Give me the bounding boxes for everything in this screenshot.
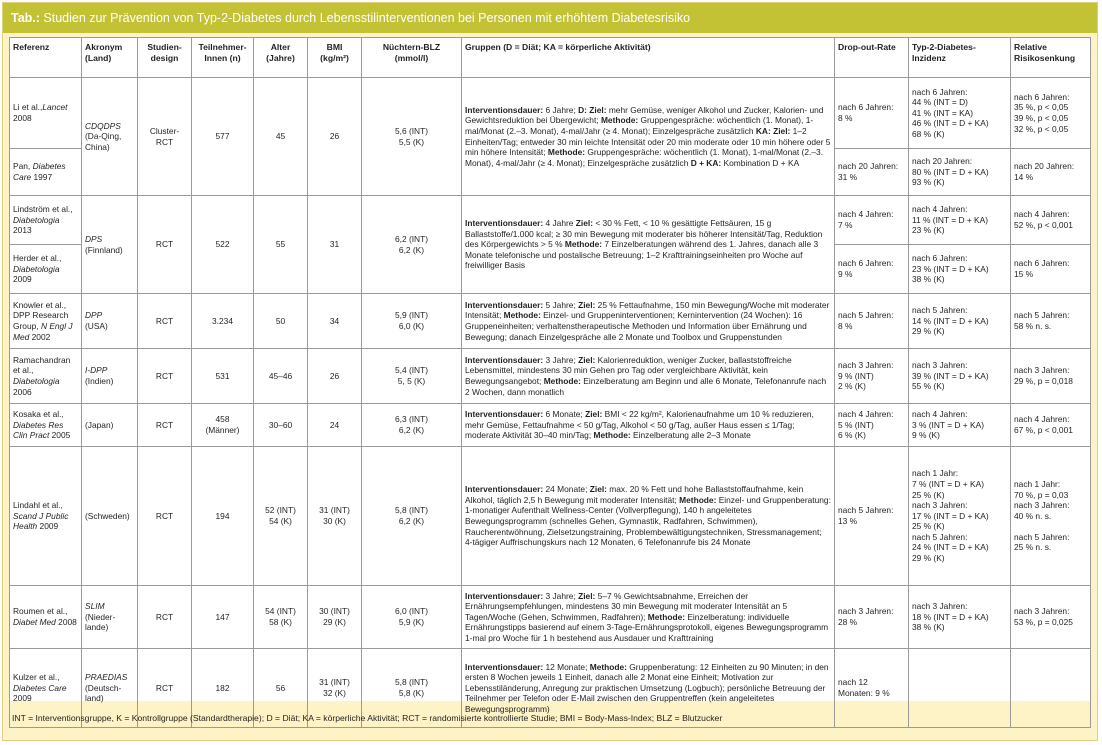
reference-year: 1997	[31, 172, 53, 182]
country: (Japan)	[85, 419, 114, 430]
study-design: RCT	[138, 404, 192, 447]
groups-description	[462, 349, 835, 404]
groups-text: Einzelberatung am Beginn und alle 6 Monate, Telefonanrufe nach 2 Wochen, dann monatlich	[465, 376, 827, 397]
groups-description	[462, 404, 835, 447]
reference-cell	[10, 294, 82, 349]
bmi: 34	[308, 294, 362, 349]
reference-year: 2006	[13, 386, 32, 397]
groups-text: 3 Jahre;	[543, 590, 579, 601]
groups-keyword: Ziel:	[578, 299, 596, 310]
table-row	[10, 447, 1091, 586]
dropout-rate: nach 3 Jahren: 28 %	[835, 586, 909, 649]
dropout-rate: nach 6 Jahren: 9 %	[835, 245, 909, 294]
country: (Deutsch- land)	[85, 682, 122, 704]
diabetes-incidence: nach 6 Jahren: 23 % (INT = D + KA) 38 % (K)	[909, 245, 1011, 294]
age: 55	[254, 196, 308, 294]
groups-text: Einzelberatung: individuelle Ernährungstipps basierend auf einem 3-Tage-Ernährungsprotokoll, eigenes Bewegungsprogramm 1-mal pro Woche für 1 h bestehend aus Ausdauer und Krafttraining	[465, 611, 829, 643]
age: 45	[254, 78, 308, 196]
reference-cell	[10, 586, 82, 649]
header-blz: Nüchtern-BLZ (mmol/l)	[362, 38, 462, 78]
groups-keyword: D + KA:	[690, 157, 722, 168]
footnote: INT = Interventionsgruppe, K = Kontrollgruppe (Standardtherapie); D = Diät; KA = körperliche Aktivität; RCT = randomisierte kontrollierte Studie; BMI = Body-Mass-Index; BLZ = Blutzucker	[12, 713, 723, 723]
groups-text: 25 % Fettaufnahme, 150 min Bewegung/Woche mit moderater Intensität;	[465, 299, 830, 321]
participants: 194	[192, 447, 254, 586]
dropout-rate: nach 5 Jahren: 13 %	[835, 447, 909, 586]
bmi: 31	[308, 196, 362, 294]
diabetes-incidence	[909, 649, 1011, 728]
study-design: Cluster- RCT	[138, 78, 192, 196]
table-title-bar	[3, 3, 1097, 33]
groups-text: 5 Jahre;	[543, 299, 579, 310]
groups-keyword: Methode:	[543, 376, 581, 386]
header-inzidenz: Typ-2-Diabetes- Inzidenz	[909, 38, 1011, 78]
fasting-glucose: 5,9 (INT) 6,0 (K)	[362, 294, 462, 349]
diabetes-incidence: nach 4 Jahren: 3 % (INT = D + KA) 9 % (K)	[909, 404, 1011, 447]
reference-journal: N Engl J Med	[13, 321, 73, 342]
header-gruppen: Gruppen (D = Diät; KA = körperliche Aktivität)	[462, 38, 835, 78]
groups-keyword: Ziel:	[585, 409, 603, 420]
groups-text: 1–2 Einheiten/Tag; entweder 30 min leichte Intensität oder 20 min moderate oder 10 min höhere oder 5 min höhere Intensität;	[465, 125, 831, 158]
groups-keyword: Methode:	[679, 494, 717, 505]
diabetes-incidence: nach 1 Jahr: 7 % (INT = D + KA) 25 % (K) nach 3 Jahren: 17 % (INT = D + KA) 25 % (K) nach 5 Jahren: 24 % (INT = D + KA) 29 % (K)	[909, 447, 1011, 586]
groups-description	[462, 294, 835, 349]
reference-journal: Diabetes Res Clin Pract	[13, 419, 64, 441]
header-risiko: Relative Risikosenkung	[1011, 38, 1091, 78]
groups-keyword: Interventionsdauer:	[465, 409, 544, 420]
bmi: 26	[308, 78, 362, 196]
reference-authors: Lindahl et al.,	[13, 500, 63, 511]
groups-description	[462, 586, 835, 649]
country: (Finnland)	[85, 244, 123, 255]
table-row	[10, 294, 1091, 349]
groups-keyword: Ziel:	[578, 354, 596, 365]
participants: 577	[192, 78, 254, 196]
country: (Schweden)	[85, 510, 130, 521]
reference-cell	[10, 447, 82, 586]
reference-cell	[10, 349, 82, 404]
reference-authors: Lindström et al.,	[13, 204, 73, 215]
reference-authors: Knowler et al., DPP Research Group,	[13, 299, 69, 331]
acronym-cell	[82, 586, 138, 649]
table-label: Tab.:	[11, 11, 40, 25]
relative-risk-reduction: nach 4 Jahren: 52 %, p < 0,001	[1011, 196, 1091, 245]
age: 30–60	[254, 404, 308, 447]
groups-keyword: Interventionsdauer:	[465, 661, 544, 672]
study-design: RCT	[138, 349, 192, 404]
bmi: 31 (INT) 32 (K)	[308, 649, 362, 728]
groups-keyword: Interventionsdauer:	[465, 104, 544, 115]
reference-authors: Li et al.,	[13, 102, 43, 113]
groups-keyword: Interventionsdauer:	[465, 299, 544, 310]
groups-keyword: Interventionsdauer:	[465, 354, 544, 365]
groups-keyword: Interventionsdauer:	[465, 590, 544, 601]
country: (Da-Qing, China)	[85, 131, 122, 152]
reference-year: 2008	[55, 617, 77, 627]
groups-text: 4 Jahre	[543, 218, 576, 229]
header-akronym: Akronym (Land)	[82, 38, 138, 78]
country: (USA)	[85, 321, 108, 331]
reference-journal: Diabet Med	[13, 617, 56, 627]
participants: 3.234	[192, 294, 254, 349]
groups-text: Einzelberatung alle 2–3 Monate	[630, 430, 751, 441]
relative-risk-reduction: nach 4 Jahren: 67 %, p < 0,001	[1011, 404, 1091, 447]
groups-keyword: Methode:	[593, 430, 631, 441]
fasting-glucose: 5,6 (INT) 5,5 (K)	[362, 78, 462, 196]
fasting-glucose: 6,0 (INT) 5,9 (K)	[362, 586, 462, 649]
acronym: SLIM	[85, 601, 105, 612]
groups-keyword: Methode:	[600, 115, 639, 126]
groups-keyword: Methode:	[647, 611, 686, 622]
reference-journal: Diabetes Care	[13, 161, 66, 182]
fasting-glucose: 6,2 (INT) 6,2 (K)	[362, 196, 462, 294]
reference-year: 2008	[13, 113, 32, 123]
dropout-rate: nach 4 Jahren: 7 %	[835, 196, 909, 245]
participants: 531	[192, 349, 254, 404]
participants: 522	[192, 196, 254, 294]
age: 45–46	[254, 349, 308, 404]
groups-text: 7 Einzelberatungen während des 1. Jahres, danach alle 3 Monate telefonische und postalische Betreuung; 1–2 Krafttrainingseinheiten pro Woche auf freiwilliger Basis	[465, 239, 819, 271]
diabetes-incidence: nach 4 Jahren: 11 % (INT = D + KA) 23 % (K)	[909, 196, 1011, 245]
groups-keyword: Ziel:	[589, 484, 607, 495]
reference-cell	[10, 78, 82, 149]
groups-text: Kalorienreduktion, weniger Zucker, ballaststoffreiche Lebensmittel, mindestens 30 min Gehen pro Tag oder vergleichbare Aktivität, kein Bewegungsangebot;	[465, 354, 792, 386]
groups-description	[462, 447, 835, 586]
table-row	[10, 349, 1091, 404]
reference-journal: Lancet	[42, 102, 68, 113]
study-design: RCT	[138, 586, 192, 649]
diabetes-incidence: nach 20 Jahren: 80 % (INT = D + KA) 93 % (K)	[909, 149, 1011, 196]
country: (Indien)	[85, 376, 114, 386]
reference-authors: Herder et al.,	[13, 253, 62, 264]
table-body	[10, 78, 1091, 728]
groups-keyword: Methode:	[547, 147, 586, 158]
header-referenz: Referenz	[10, 38, 82, 78]
groups-keyword: Interventionsdauer:	[465, 484, 544, 495]
header-teilnehmer: Teilnehmer- Innen (n)	[192, 38, 254, 78]
groups-keyword: Interventionsdauer:	[465, 218, 544, 229]
reference-journal: Scand J Public Health	[13, 510, 69, 532]
groups-text: BMI < 22 kg/m², Kalorienaufnahme um 10 % reduzieren, mehr Gemüse, Fettaufnahme < 50 g/Tag, Alkohol < 50 g/Tag, außer Haus essen ≤ 1/Tag; moderate Aktivität 30–40 min/Tag;	[465, 409, 814, 441]
reference-cell	[10, 404, 82, 447]
groups-description	[462, 78, 835, 196]
reference-cell	[10, 149, 82, 196]
header-row	[10, 38, 1091, 78]
table-row	[10, 196, 1091, 245]
reference-journal: Diabetologia	[13, 263, 60, 274]
groups-text: < 30 % Fett, < 10 % gesättigte Fettsäuren, 15 g Ballaststoffe/1.000 kcal; ≥ 30 min Bewegung mit moderater bis höherer Intensität/Tag, Reduktion des Körpergewichts > 5 %	[465, 218, 823, 250]
header-alter: Alter (Jahre)	[254, 38, 308, 78]
reference-cell	[10, 196, 82, 245]
relative-risk-reduction: nach 1 Jahr: 70 %, p = 0,03 nach 3 Jahren: 40 % n. s. nach 5 Jahren: 25 % n. s.	[1011, 447, 1091, 586]
groups-text: Gruppengespräche: wöchentlich (1. Monat), 1-mal/Monat (2.–3. Monat), 4-mal/Jahr (≥ 4. Monat); Einzelgespräche zusätzlich	[465, 147, 823, 168]
fasting-glucose: 5,4 (INT) 5, 5 (K)	[362, 349, 462, 404]
diabetes-incidence: nach 6 Jahren: 44 % (INT = D) 41 % (INT = KA) 46 % (INT = D + KA) 68 % (K)	[909, 78, 1011, 149]
dropout-rate: nach 6 Jahren: 8 %	[835, 78, 909, 149]
header-design: Studien- design	[138, 38, 192, 78]
header-bmi: BMI (kg/m²)	[308, 38, 362, 78]
groups-keyword: Methode:	[589, 661, 627, 672]
groups-keyword: Ziel:	[575, 218, 593, 229]
reference-authors: Kulzer et al.,	[13, 672, 60, 683]
table-row	[10, 78, 1091, 149]
age: 50	[254, 294, 308, 349]
reference-cell	[10, 245, 82, 294]
reference-journal: Diabetologia	[13, 376, 60, 386]
study-design: RCT	[138, 196, 192, 294]
bmi: 24	[308, 404, 362, 447]
groups-keyword: KA: Ziel:	[755, 125, 791, 136]
acronym-cell	[82, 196, 138, 294]
groups-text: Kombination D + KA	[721, 157, 800, 168]
table-row	[10, 404, 1091, 447]
dropout-rate: nach 12 Monaten: 9 %	[835, 649, 909, 728]
country: (Nieder- lande)	[85, 611, 116, 633]
study-design: RCT	[138, 294, 192, 349]
groups-keyword: Methode:	[503, 310, 541, 321]
groups-text: max. 20 % Fett und hohe Ballaststoffaufnahme, kein Alkohol, täglich 2,5 h Bewegung mit moderater Intensität;	[465, 484, 804, 505]
reference-year: 2013	[13, 225, 32, 236]
acronym-cell	[82, 349, 138, 404]
bmi: 26	[308, 349, 362, 404]
groups-text: mehr Gemüse, weniger Alkohol und Zucker, Kalorien- und Gewichtsreduktion bei Übergewicht;	[465, 104, 824, 126]
acronym-cell	[82, 78, 138, 196]
relative-risk-reduction: nach 20 Jahren: 14 %	[1011, 149, 1091, 196]
fasting-glucose: 5,8 (INT) 6,2 (K)	[362, 447, 462, 586]
participants: 182	[192, 649, 254, 728]
groups-keyword: Methode:	[564, 239, 603, 250]
reference-year: 2009	[13, 693, 32, 704]
groups-keyword: D: Ziel:	[578, 104, 607, 115]
reference-year: 2009	[37, 521, 59, 532]
groups-keyword: Ziel:	[578, 590, 596, 601]
reference-authors: Roumen et al.,	[13, 606, 68, 617]
reference-year: 2002	[29, 331, 51, 342]
bmi: 30 (INT) 29 (K)	[308, 586, 362, 649]
groups-text: Einzel- und Gruppeninterventionen; Kernintervention (24 Wochen): 16 Gruppeneinheiten; verhaltenstherapeutische Methoden und Information über Ernährung und Bewegung; danach Einzelgespräche alle 2 Monate und Toolbox und Gruppenstunden	[465, 310, 807, 342]
acronym-cell	[82, 294, 138, 349]
reference-year: 2005	[49, 430, 71, 441]
relative-risk-reduction: nach 3 Jahren: 53 %, p = 0,025	[1011, 586, 1091, 649]
reference-authors: Kosaka et al.,	[13, 409, 64, 420]
relative-risk-reduction: nach 5 Jahren: 58 % n. s.	[1011, 294, 1091, 349]
groups-text: 6 Jahre;	[543, 104, 579, 115]
dropout-rate: nach 4 Jahren: 5 % (INT) 6 % (K)	[835, 404, 909, 447]
reference-journal: Diabetologia	[13, 214, 60, 225]
studies-table	[9, 37, 1091, 728]
age: 52 (INT) 54 (K)	[254, 447, 308, 586]
groups-text: Gruppengespräche: wöchentlich (1. Monat), 1-mal/Monat (2.–3. Monat), 4-mal/Jahr (≥ 4. Monat); Einzelgespräche zusätzlich	[465, 115, 814, 136]
reference-authors: Ramachandran et al.,	[13, 354, 71, 376]
diabetes-incidence: nach 3 Jahren: 18 % (INT = D + KA) 38 % (K)	[909, 586, 1011, 649]
acronym: PRAEDIAS	[85, 672, 128, 683]
diabetes-incidence: nach 5 Jahren: 14 % (INT = D + KA) 29 % (K)	[909, 294, 1011, 349]
relative-risk-reduction: nach 6 Jahren: 15 %	[1011, 245, 1091, 294]
acronym: DPS	[85, 233, 103, 244]
participants: 147	[192, 586, 254, 649]
relative-risk-reduction: nach 6 Jahren: 35 %, p < 0,05 39 %, p < 0,05 32 %, p < 0,05	[1011, 78, 1091, 149]
groups-text: 3 Jahre;	[543, 354, 579, 365]
relative-risk-reduction: nach 3 Jahren: 29 %, p = 0,018	[1011, 349, 1091, 404]
acronym-cell	[82, 404, 138, 447]
groups-text: Gruppenberatung: 12 Einheiten zu 90 Minuten; in den ersten 8 Wochen jeweils 1 Einheit, danach alle 2 Monat eine Einheit; Motivation zur Lebensstiländerung, Anregung zur praktischen Umsetzung (Logbuch); persönliche Betreuung der Teilnehmer per Telefon oder E-Mail zwischen den Gruppentreffen (kein angeleitetes Bewegungsprogramm)	[465, 661, 829, 714]
table-row	[10, 586, 1091, 649]
diabetes-incidence: nach 3 Jahren: 39 % (INT = D + KA) 55 % (K)	[909, 349, 1011, 404]
age: 54 (INT) 58 (K)	[254, 586, 308, 649]
header-dropout: Drop-out-Rate	[835, 38, 909, 78]
groups-text: 12 Monate;	[543, 661, 590, 672]
dropout-rate: nach 3 Jahren: 9 % (INT) 2 % (K)	[835, 349, 909, 404]
reference-authors: Pan,	[13, 161, 33, 172]
dropout-rate: nach 5 Jahren: 8 %	[835, 294, 909, 349]
study-design: RCT	[138, 447, 192, 586]
acronym: CDQDPS	[85, 120, 121, 131]
fasting-glucose: 5,8 (INT) 5,8 (K)	[362, 649, 462, 728]
bmi: 31 (INT) 30 (K)	[308, 447, 362, 586]
groups-description	[462, 196, 835, 294]
participants: 458 (Männer)	[192, 404, 254, 447]
groups-text: 24 Monate;	[543, 484, 590, 495]
acronym: DPP	[85, 310, 103, 321]
study-design: RCT	[138, 649, 192, 728]
fasting-glucose: 6,3 (INT) 6,2 (K)	[362, 404, 462, 447]
reference-journal: Diabetes Care	[13, 682, 67, 693]
groups-text: 5–7 % Gewichtsabnahme, Erreichen der Ernährungsempfehlungen, mindestens 30 min Bewegung mit moderater Intensität an 5 Tagen/Woche (Gehen, Schwimmen, Radfahren);	[465, 590, 788, 622]
age: 56	[254, 649, 308, 728]
groups-text: 6 Monate;	[543, 409, 586, 420]
table-title: Studien zur Prävention von Typ-2-Diabetes durch Lebensstilinterventionen bei Personen mit erhöhtem Diabetesrisiko	[43, 11, 691, 25]
acronym-cell	[82, 447, 138, 586]
groups-text: Einzel- und Gruppenberatung: 1-monatiger Aufenthalt Wellness-Center (Vollverpflegung), 140 h angeleitetes Bewegungsprogramm (schnelles Gehen, Gymnastik, Radfahren, Schwimmen), Raucherentwöhnung, Zielsetzungstraining, Problembewältigungstechniken, Stressmanagement; 4-tägiger Auffrischungskurs nach 12 Monaten, 6 Telefonanrufe bis 24 Monate	[465, 494, 831, 548]
table-sheet	[9, 37, 1090, 714]
relative-risk-reduction	[1011, 649, 1091, 728]
reference-year: 2009	[13, 274, 32, 285]
dropout-rate: nach 20 Jahren: 31 %	[835, 149, 909, 196]
acronym: I-DPP	[85, 365, 108, 376]
